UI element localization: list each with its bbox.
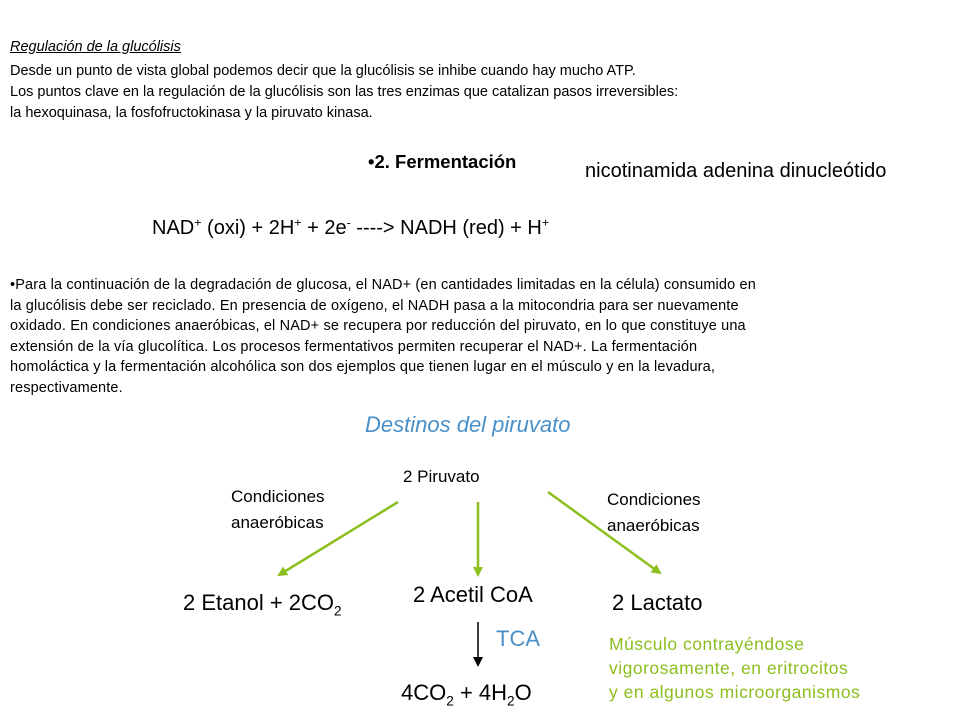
eq-sup-plus: + bbox=[294, 215, 302, 230]
fermentation-heading: •2. Fermentación bbox=[368, 151, 517, 172]
paragraph-line: extensión de la vía glucolítica. Los procesos fermentativos permiten recuperar el NAD+. La fermentación bbox=[10, 338, 698, 355]
eq-sup-minus: - bbox=[346, 215, 351, 230]
paragraph-line: •Para la continuación de la degradación de glucosa, el NAD+ (en cantidades limitadas en la célula) consumido en bbox=[10, 277, 756, 293]
eq-oxi: (oxi) + 2H bbox=[201, 217, 295, 239]
condition-left-line: anaeróbicas bbox=[231, 513, 324, 532]
acetyl-coa-label: 2 Acetil CoA bbox=[413, 582, 533, 607]
regulation-line: la hexoquinasa, la fosfofructokinasa y la piruvato kinasa. bbox=[10, 105, 373, 121]
tca-label: TCA bbox=[496, 626, 540, 651]
eq-nad: NAD bbox=[152, 217, 195, 239]
lactate-label: 2 Lactato bbox=[612, 590, 703, 615]
regulation-line: Los puntos clave en la regulación de la glucólisis son las tres enzimas que catalizan pasos irreversibles: bbox=[10, 84, 679, 100]
h2o-sub: 2 bbox=[507, 693, 515, 709]
regulation-line: Desde un punto de vista global podemos decir que la glucólisis se inhibe cuando hay mucho ATP. bbox=[10, 63, 636, 79]
paragraph-line: oxidado. En condiciones anaeróbicas, el NAD+ se recupera por reducción del piruvato, en lo que constituye una bbox=[10, 318, 746, 335]
muscle-note bbox=[609, 632, 860, 704]
condition-right-line: Condiciones bbox=[607, 490, 701, 509]
co2-sub: 2 bbox=[446, 693, 454, 709]
condition-right-line: anaeróbicas bbox=[607, 516, 700, 535]
co2-label: 4CO bbox=[401, 680, 447, 705]
regulation-title: Regulación de la glucólisis bbox=[10, 39, 181, 55]
diagram-title: Destinos del piruvato bbox=[365, 412, 571, 437]
plus-h-label: + 4H bbox=[453, 680, 508, 705]
ethanol-product bbox=[183, 590, 342, 619]
paragraph-line: respectivamente. bbox=[10, 379, 123, 396]
eq-sup-plus: + bbox=[541, 215, 550, 230]
o-label: O bbox=[514, 680, 532, 705]
eq-sup-plus: + bbox=[194, 215, 202, 230]
condition-right bbox=[607, 487, 701, 539]
co2-h2o-product bbox=[401, 680, 532, 709]
condition-left-line: Condiciones bbox=[231, 487, 325, 506]
muscle-note-line: vigorosamente, en eritrocitos bbox=[609, 658, 849, 678]
eq-plus-2e: + 2e bbox=[301, 217, 347, 239]
eq-arrow: ----> NADH (red) + H bbox=[350, 217, 542, 239]
paragraph-line: homoláctica y la fermentación alcohólica son dos ejemplos que tienen lugar en el músculo y en la levadura, bbox=[10, 359, 716, 376]
muscle-note-line: y en algunos microorganismos bbox=[609, 682, 861, 702]
pyruvate-label: 2 Piruvato bbox=[403, 467, 480, 486]
nad-full-name: nicotinamida adenina dinucleótido bbox=[585, 160, 887, 182]
muscle-note-line: Músculo contrayéndose bbox=[609, 634, 805, 654]
condition-left bbox=[231, 484, 325, 536]
ethanol-label: 2 Etanol + 2CO bbox=[183, 590, 335, 615]
ethanol-sub: 2 bbox=[334, 603, 342, 619]
paragraph-line: la glucólisis debe ser reciclado. En presencia de oxígeno, el NADH pasa a la mitocondria para ser nuevamente bbox=[10, 297, 739, 314]
